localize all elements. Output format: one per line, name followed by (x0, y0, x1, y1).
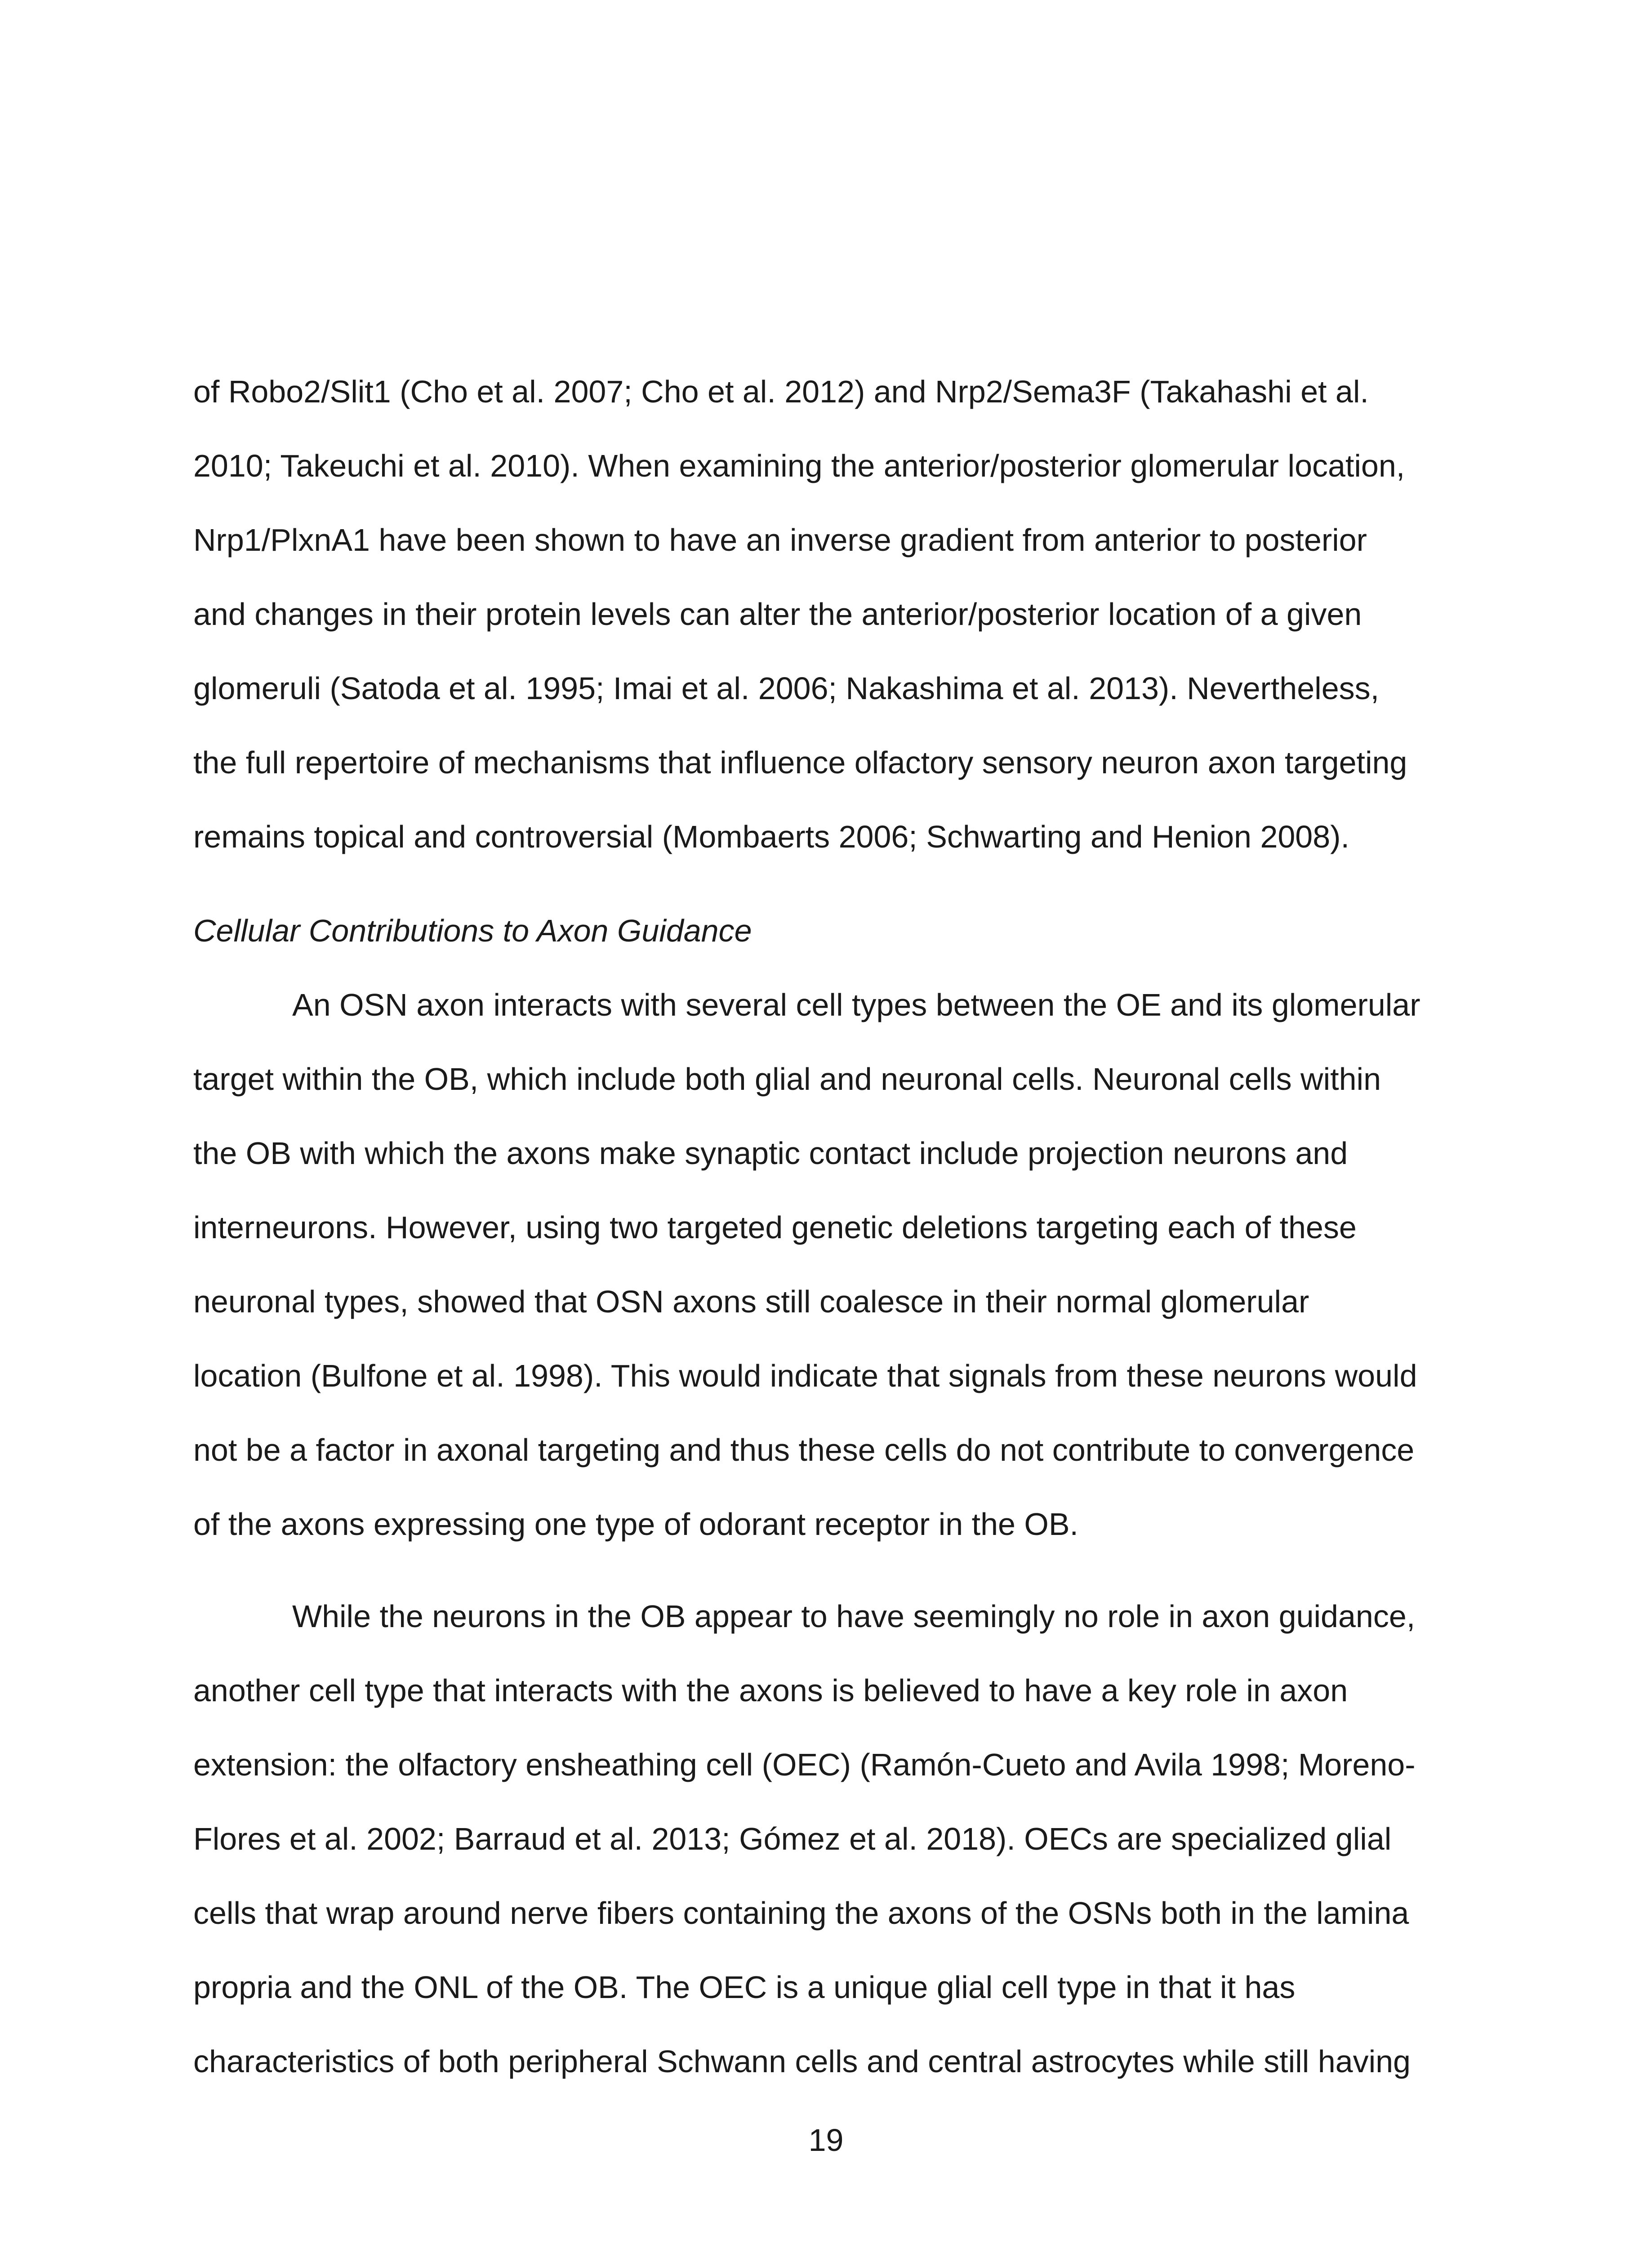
text-line: target within the OB, which include both glial and neuronal cells. Neuronal cells within (193, 1062, 1381, 1097)
text-line: An OSN axon interacts with several cell types between the OE and its glomerular (292, 987, 1420, 1022)
text-line: remains topical and controversial (Mombaerts 2006; Schwarting and Henion 2008). (193, 819, 1349, 854)
text-line: characteristics of both peripheral Schwann cells and central astrocytes while still having (193, 2044, 1411, 2079)
text-line: another cell type that interacts with the axons is believed to have a key role in axon (193, 1673, 1348, 1708)
text-line: and changes in their protein levels can alter the anterior/posterior location of a given (193, 597, 1362, 632)
text-line: While the neurons in the OB appear to have seemingly no role in axon guidance, (292, 1599, 1416, 1634)
text-line: 2010; Takeuchi et al. 2010). When examining the anterior/posterior glomerular location, (193, 448, 1405, 483)
text-line: propria and the ONL of the OB. The OEC is a unique glial cell type in that it has (193, 1970, 1296, 2005)
text-line: the OB with which the axons make synaptic contact include projection neurons and (193, 1136, 1348, 1171)
text-line: the full repertoire of mechanisms that influence olfactory sensory neuron axon targeting (193, 745, 1407, 780)
text-line: interneurons. However, using two targeted genetic deletions targeting each of these (193, 1210, 1357, 1245)
text-line: cells that wrap around nerve fibers containing the axons of the OSNs both in the lamina (193, 1896, 1409, 1931)
text-line: of the axons expressing one type of odorant receptor in the OB. (193, 1507, 1078, 1542)
text-line: of Robo2/Slit1 (Cho et al. 2007; Cho et al. 2012) and Nrp2/Sema3F (Takahashi et al. (193, 374, 1369, 409)
text-line: neuronal types, showed that OSN axons still coalesce in their normal glomerular (193, 1284, 1309, 1319)
text-line: not be a factor in axonal targeting and thus these cells do not contribute to convergence (193, 1432, 1415, 1467)
section-heading: Cellular Contributions to Axon Guidance (193, 913, 752, 948)
text-line: glomeruli (Satoda et al. 1995; Imai et al. 2006; Nakashima et al. 2013). Nevertheless, (193, 671, 1380, 706)
text-line: location (Bulfone et al. 1998). This would indicate that signals from these neurons would (193, 1358, 1417, 1393)
page-number: 19 (808, 2123, 844, 2158)
text-line: Nrp1/PlxnA1 have been shown to have an inverse gradient from anterior to posterior (193, 522, 1367, 558)
text-line: Flores et al. 2002; Barraud et al. 2013; Gómez et al. 2018). OECs are specialized glial (193, 1821, 1392, 1856)
text-line: extension: the olfactory ensheathing cell (OEC) (Ramón-Cueto and Avila 1998; Moreno- (193, 1747, 1416, 1782)
